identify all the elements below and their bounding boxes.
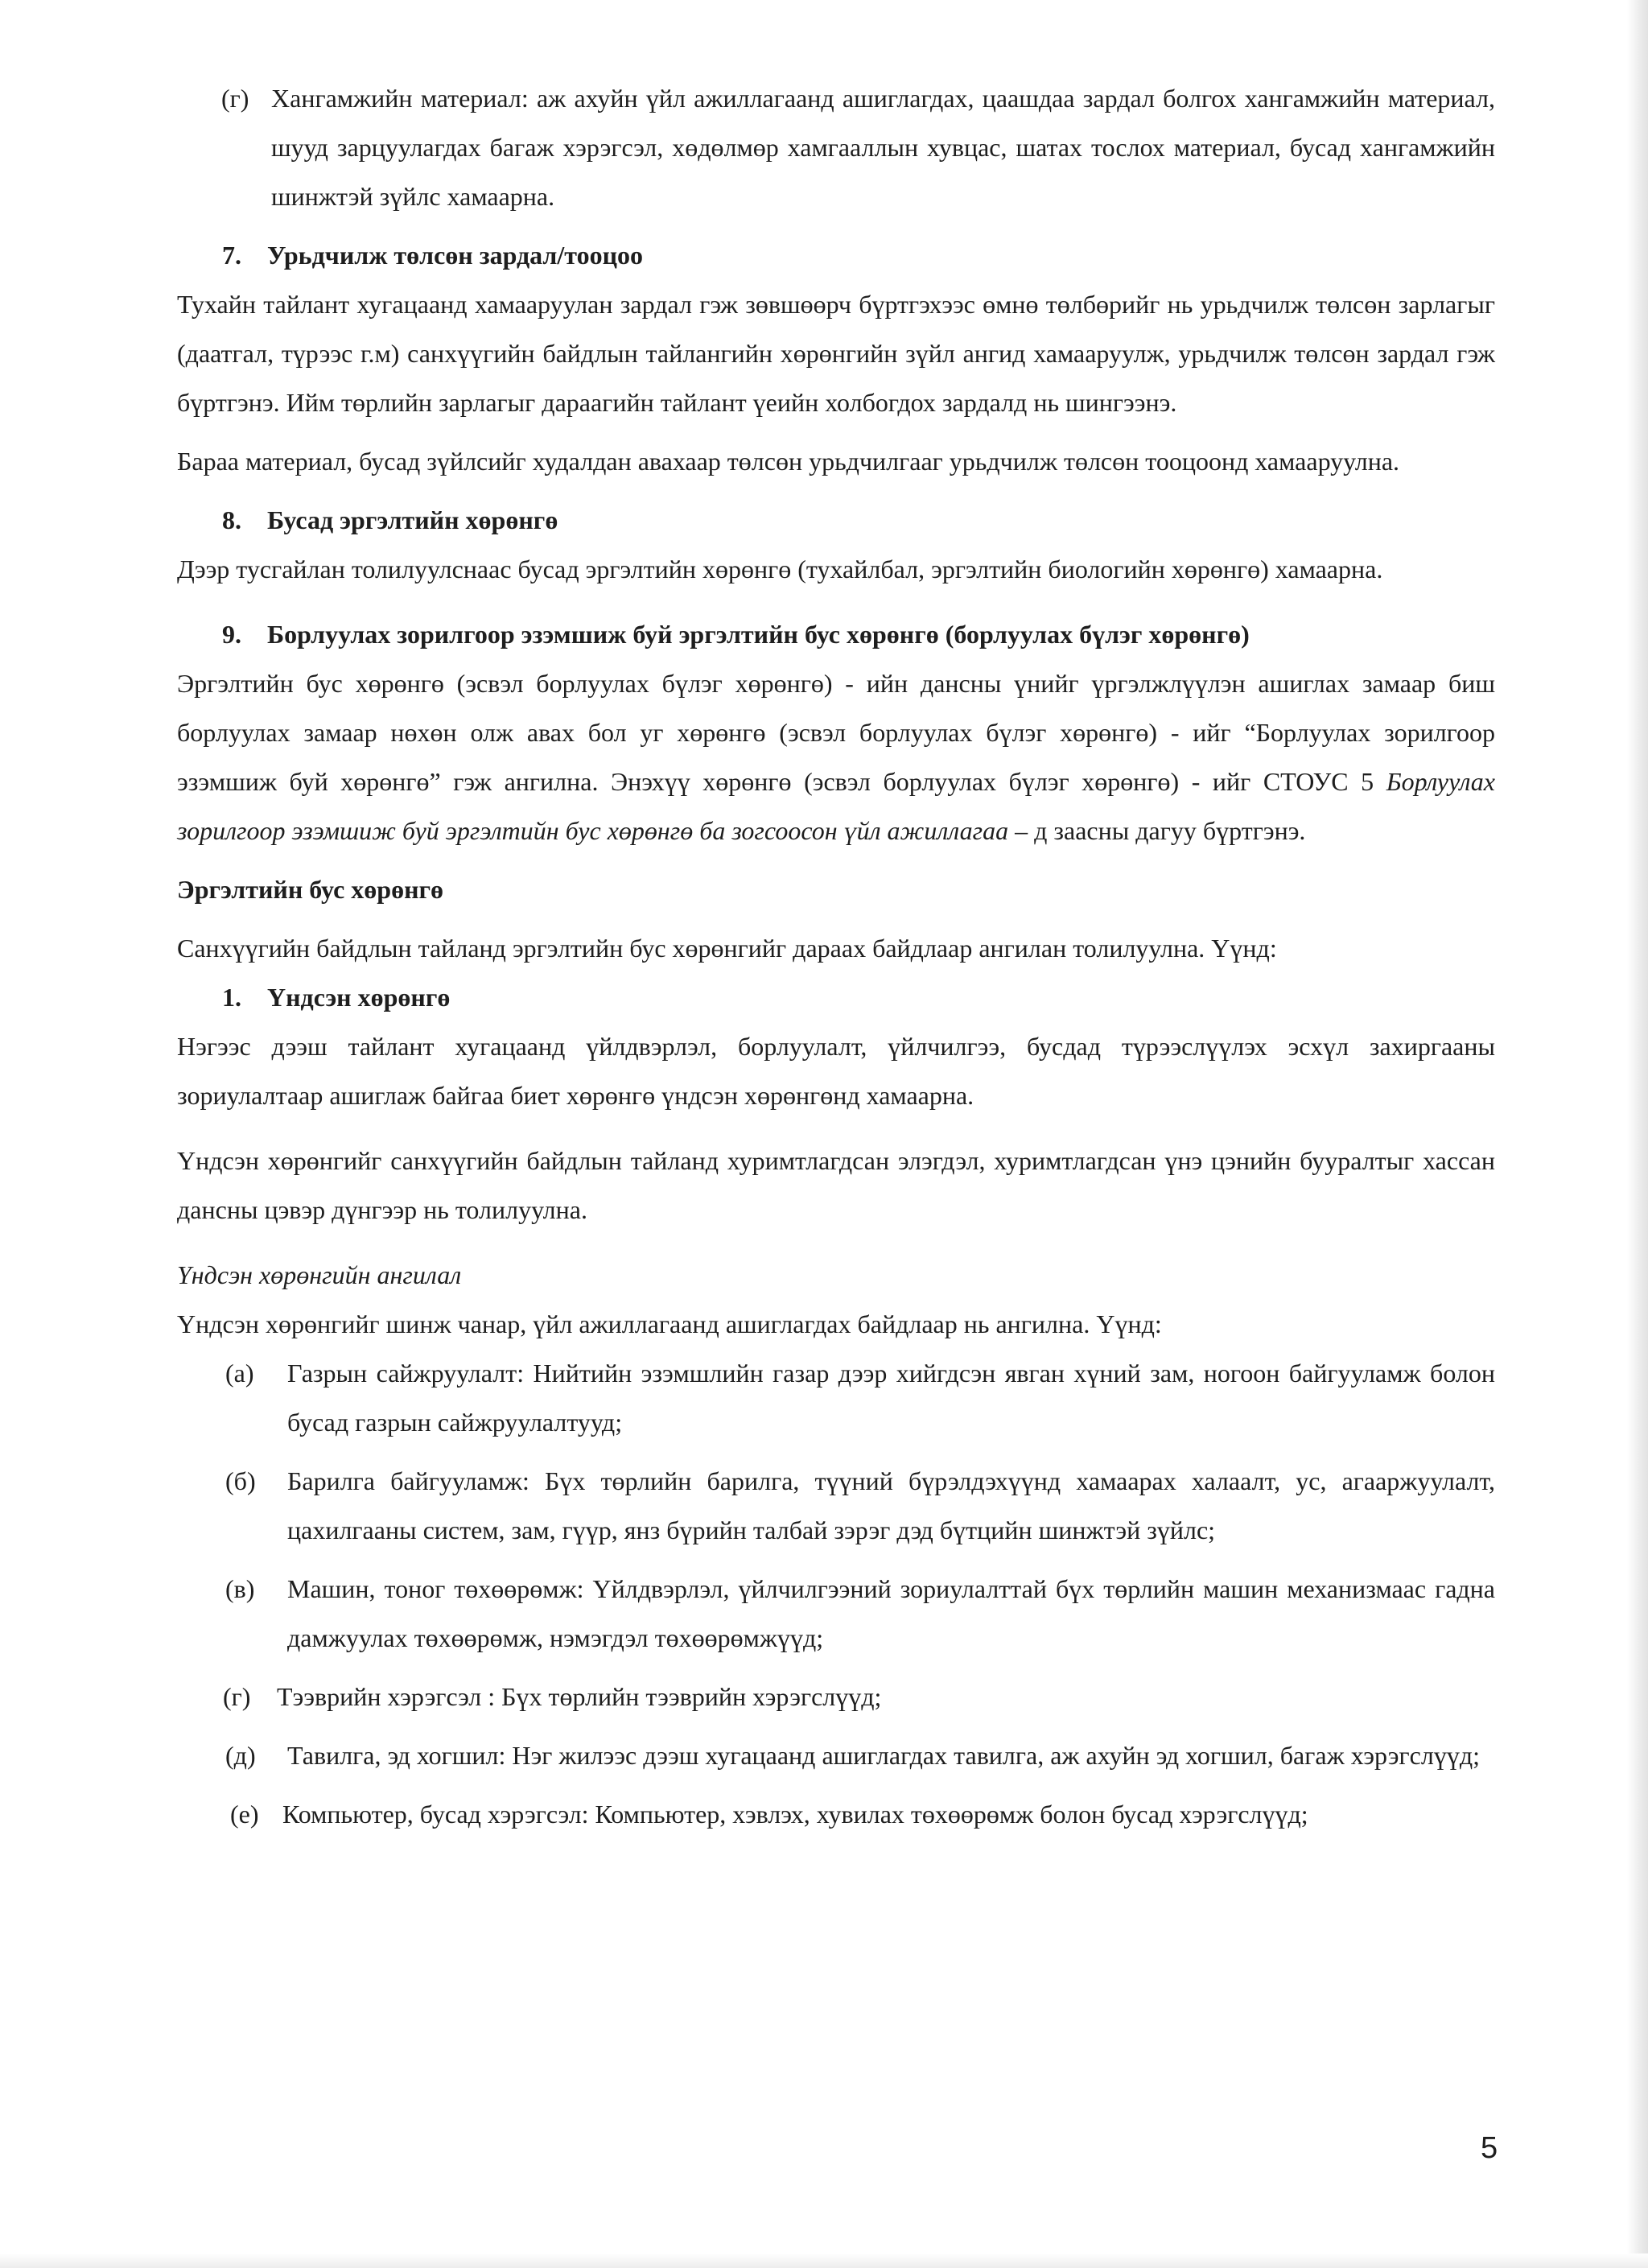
section-number: 1. bbox=[222, 983, 241, 1012]
list-marker: (е) bbox=[230, 1800, 259, 1829]
list-item-text: Барилга байгууламж: Бүх төрлийн барилга, түүний бүрэлдэхүүнд хамаарах халаалт, ус, агааржуулалт, цахилгааны систем, зам, гүүр, янз бүрийн талбай зэрэг дэд бүтцийн шинжтэй зүйлс; bbox=[287, 1466, 1495, 1544]
list-item-text: Газрын сайжруулалт: Нийтийн эзэмшлийн газар дээр хийгдсэн явган хүний зам, ногоон байгууламж болон бусад газрын сайжруулалтууд; bbox=[287, 1359, 1495, 1437]
list-item bbox=[177, 74, 1495, 221]
section-heading bbox=[177, 610, 1495, 659]
page-number: 5 bbox=[1481, 2131, 1498, 2165]
list-item-text: Тавилга, эд хогшил: Нэг жилээс дээш хугацаанд ашиглагдах тавилга, аж ахуйн эд хогшил, багаж хэрэгслүүд; bbox=[287, 1741, 1480, 1770]
list-item bbox=[177, 1349, 1495, 1447]
list-item-text: Тээврийн хэрэгсэл : Бүх төрлийн тээврийн хэрэгслүүд; bbox=[277, 1682, 882, 1711]
section-number: 8. bbox=[222, 505, 241, 534]
section-title: Бусад эргэлтийн хөрөнгө bbox=[267, 505, 558, 534]
section-title: Үндсэн хөрөнгө bbox=[267, 983, 451, 1012]
subheading: Үндсэн хөрөнгийн ангилал bbox=[177, 1260, 462, 1289]
paragraph: Үндсэн хөрөнгийг санхүүгийн байдлын тайланд хуримтлагдсан элэгдэл, хуримтлагдсан үнэ цэнийн бууралтыг хассан дансны цэвэр дүнгээр нь толилуулна. bbox=[177, 1146, 1495, 1224]
list-item-text: Машин, тоног төхөөрөмж: Үйлдвэрлэл, үйлчилгээний зориулалттай бүх төрлийн машин механизмаас гадна дамжуулах төхөөрөмж, нэмэгдэл төхөөрөмжүүд; bbox=[287, 1574, 1495, 1652]
scan-edge bbox=[1627, 0, 1648, 2268]
list-item-text: Компьютер, бусад хэрэгсэл: Компьютер, хэвлэх, хувилах төхөөрөмж болон бусад хэрэгслүүд; bbox=[282, 1800, 1308, 1829]
list-item bbox=[177, 1790, 1495, 1839]
page-body bbox=[177, 74, 1495, 1839]
list-item bbox=[177, 1457, 1495, 1555]
section-heading bbox=[177, 496, 1495, 545]
list-item bbox=[177, 1731, 1495, 1780]
paragraph: Нэгээс дээш тайлант хугацаанд үйлдвэрлэл, борлуулалт, үйлчилгээ, бусдад түрээслүүлэх эсхүл захиргааны зориулалтаар ашиглаж байгаа биет хөрөнгө үндсэн хөрөнгөнд хамаарна. bbox=[177, 1032, 1495, 1110]
list-marker: (г) bbox=[223, 1682, 251, 1711]
section-title: Борлуулах зорилгоор эзэмшиж буй эргэлтийн бус хөрөнгө (борлуулах бүлэг хөрөнгө) bbox=[267, 620, 1250, 649]
paragraph: Тухайн тайлант хугацаанд хамааруулан зардал гэж зөвшөөрч бүртгэхээс өмнө төлбөрийг нь урьдчилж төлсөн зарлагыг (даатгал, түрээс г.м) санхүүгийн байдлын тайлангийн хөрөнгийн зүйл ангид хамааруулж, урьдчилж төлсөн зардал гэж бүртгэнэ. Ийм төрлийн зарлагыг дараагийн тайлант үеийн холбогдох зардалд нь шингээнэ. bbox=[177, 290, 1495, 417]
section-title: Урьдчилж төлсөн зардал/тооцоо bbox=[267, 241, 643, 270]
paragraph: Дээр тусгайлан толилуулснаас бусад эргэлтийн хөрөнгө (тухайлбал, эргэлтийн биологийн хөрөнгө) хамаарна. bbox=[177, 555, 1383, 583]
list-marker: (г) bbox=[221, 84, 249, 113]
paragraph: Бараа материал, бусад зүйлсийг худалдан авахаар төлсөн урьдчилгааг урьдчилж төлсөн тооцоонд хамааруулна. bbox=[177, 447, 1400, 476]
list-item bbox=[177, 1672, 1495, 1722]
paragraph bbox=[177, 659, 1495, 856]
list-marker: (а) bbox=[225, 1359, 254, 1388]
paragraph-text: – д заасны дагуу бүртгэнэ. bbox=[1008, 816, 1306, 845]
paragraph: Үндсэн хөрөнгийг шинж чанар, үйл ажиллагаанд ашиглагдах байдлаар нь ангилна. Үүнд: bbox=[177, 1309, 1162, 1338]
section-number: 9. bbox=[222, 620, 241, 649]
section-heading bbox=[177, 231, 1495, 280]
list-marker: (д) bbox=[225, 1741, 256, 1770]
subsection-title: Эргэлтийн бус хөрөнгө bbox=[177, 875, 444, 904]
scan-edge bbox=[0, 2254, 1648, 2268]
list-marker: (б) bbox=[225, 1466, 256, 1495]
paragraph: Санхүүгийн байдлын тайланд эргэлтийн бус хөрөнгийг дараах байдлаар ангилан толилуулна. Үүнд: bbox=[177, 934, 1277, 963]
list-item-text: Хангамжийн материал: аж ахуйн үйл ажиллагаанд ашиглагдах, цаашдаа зардал болгох хангамжийн материал, шууд зарцуулагдах багаж хэрэгсэл, хөдөлмөр хамгааллын хувцас, шатах тослох материал, бусад хангамжийн шинжтэй зүйлс хамаарна. bbox=[271, 84, 1495, 211]
standard-title: Борлуулах зорилгоор эзэмшиж буй эргэлтийн бус хөрөнгө ба зогсоосон үйл ажиллагаа bbox=[177, 767, 1495, 845]
paragraph-text: Эргэлтийн бус хөрөнгө (эсвэл борлуулах бүлэг хөрөнгө) - ийн дансны үнийг үргэлжлүүлэн ашиглах замаар биш борлуулах замаар нөхөн олж авах бол уг хөрөнгө (эсвэл борлуулах бүлэг хөрөнгө) - ийг “Борлуулах зорилгоор эзэмшиж буй хөрөнгө” гэж ангилна. Энэхүү хөрөнгө (эсвэл борлуулах бүлэг хөрөнгө) - ийг СТОУС 5 bbox=[177, 669, 1495, 796]
list-item bbox=[177, 1565, 1495, 1663]
section-heading bbox=[177, 973, 1495, 1022]
list-marker: (в) bbox=[225, 1574, 255, 1603]
section-number: 7. bbox=[222, 241, 241, 270]
